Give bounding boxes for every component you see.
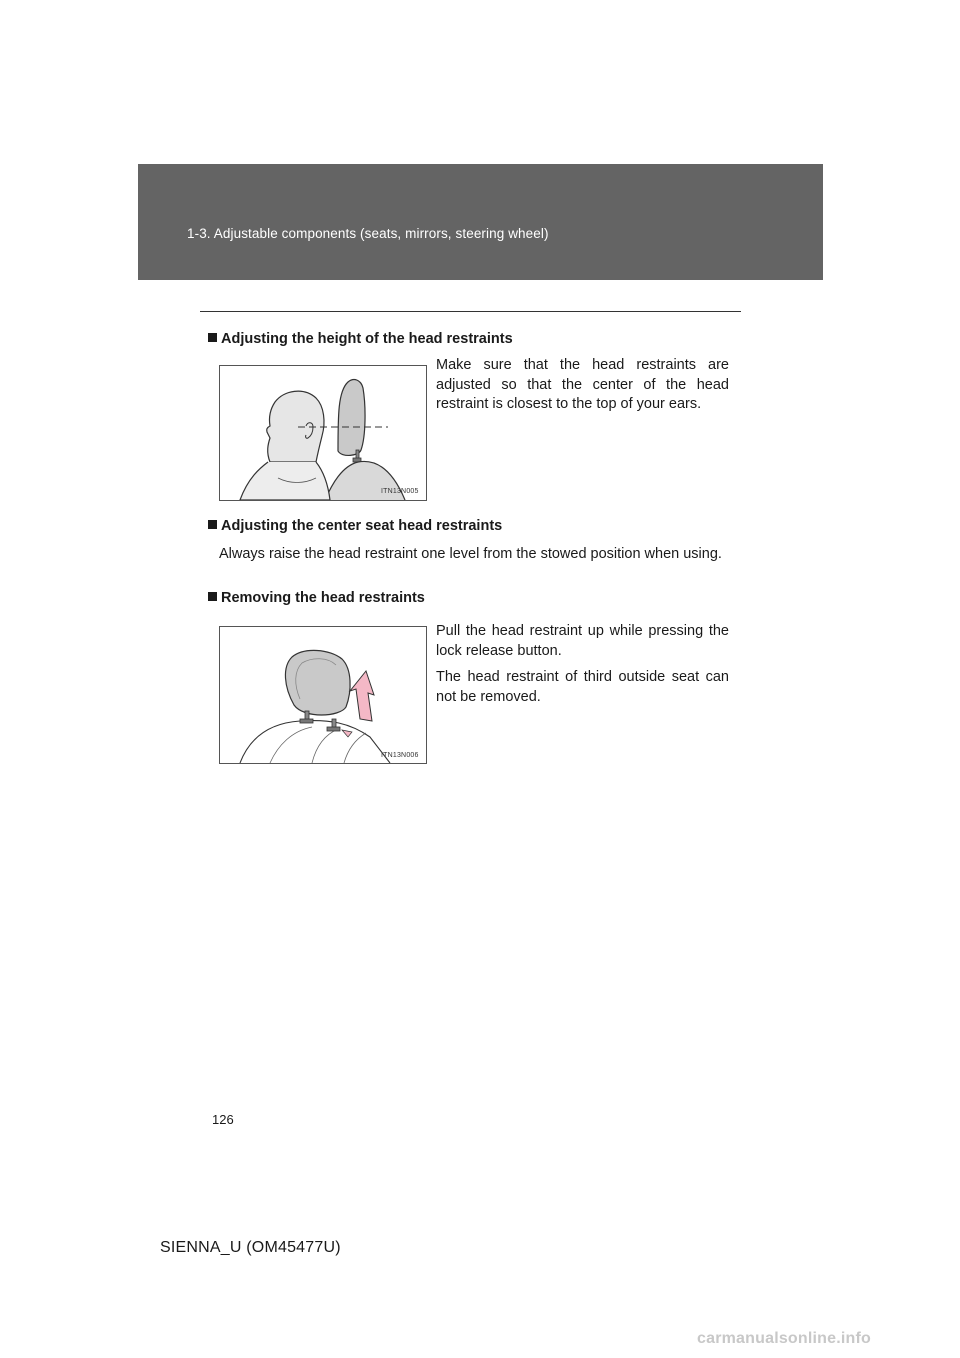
- header-band: [138, 164, 823, 280]
- heading-text: Adjusting the height of the head restraints: [221, 331, 513, 347]
- heading-text: Adjusting the center seat head restraints: [221, 518, 503, 534]
- paragraph-removing-1: Pull the head restraint up while pressing the lock release button.: [436, 623, 729, 659]
- heading-center-seat: [208, 518, 502, 534]
- section-title: 1-3. Adjustable components (seats, mirrors, steering wheel): [187, 226, 549, 241]
- figure-remove-head-restraint: [219, 626, 427, 764]
- bullet-square-icon: [208, 520, 217, 529]
- headrest-removal-illustration: [220, 627, 426, 763]
- figure-head-restraint-height: [219, 365, 427, 501]
- model-code: SIENNA_U (OM45477U): [160, 1239, 341, 1256]
- paragraph-removing-2: The head restraint of third outside seat can not be removed.: [436, 669, 729, 705]
- bullet-square-icon: [208, 592, 217, 601]
- head-profile-illustration: [220, 366, 426, 500]
- paragraph-center-seat: Always raise the head restraint one level from the stowed position when using.: [219, 546, 722, 562]
- watermark[interactable]: carmanualsonline.info: [697, 1330, 872, 1347]
- heading-adjust-height: [208, 331, 513, 347]
- heading-text: Removing the head restraints: [221, 590, 425, 606]
- heading-removing: [208, 590, 425, 606]
- page-number: 126: [212, 1112, 234, 1127]
- paragraph-adjust-height: Make sure that the head restraints are adjusted so that the center of the head restraint is closest to the top of your ears.: [436, 357, 729, 412]
- section-rule: [200, 311, 741, 312]
- bullet-square-icon: [208, 333, 217, 342]
- figure-code: ITN13N006: [381, 752, 419, 759]
- figure-code: ITN13N005: [381, 488, 419, 495]
